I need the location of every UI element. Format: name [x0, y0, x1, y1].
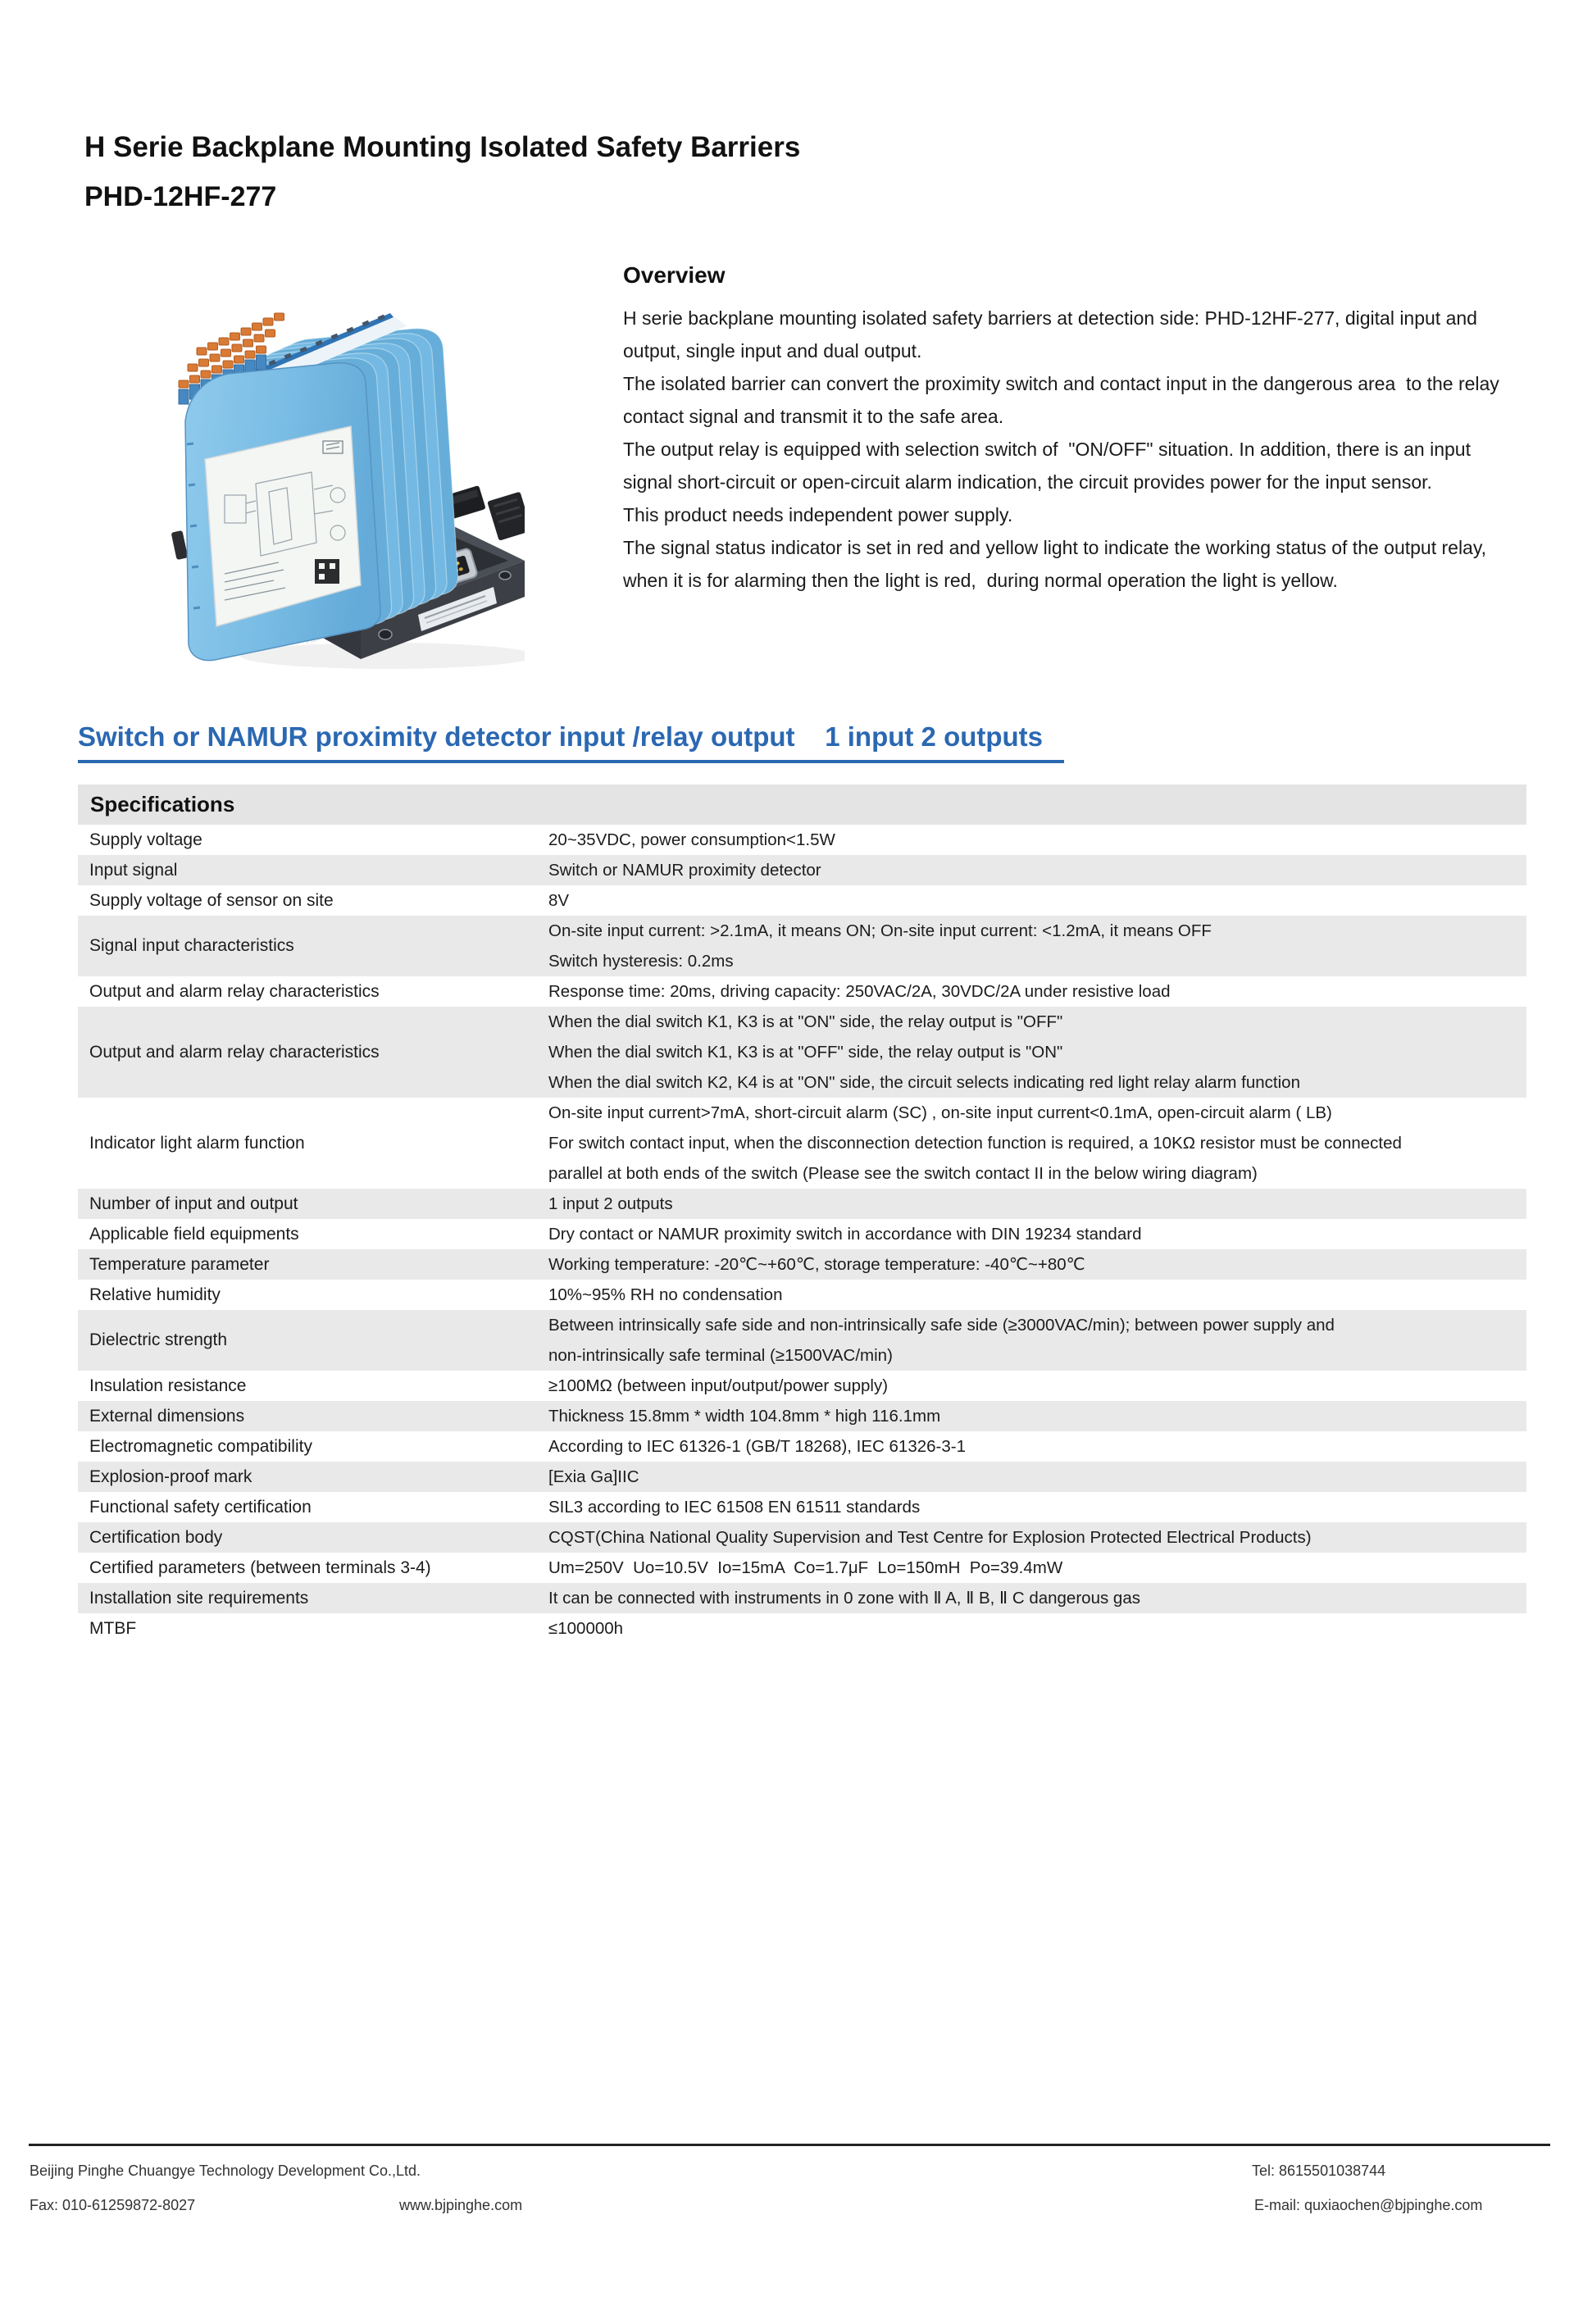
- overview-paragraph: The output relay is equipped with selection switch of "ON/OFF" situation. In addition, there is an input signal short-circuit or open-circuit alarm indication, the circuit provides power for the input sensor.: [623, 439, 1476, 493]
- spec-value: [548, 1492, 1526, 1522]
- spec-value: [548, 1007, 1526, 1098]
- terminal-clamp: [223, 361, 233, 368]
- overview-heading: Overview: [623, 262, 726, 288]
- spec-label: Certification body: [89, 1527, 223, 1547]
- spec-row: [78, 1431, 1526, 1462]
- overview-paragraph: The signal status indicator is set in red and yellow light to indicate the working status of the output relay, when it is for alarming then the light is red, during normal operation the light is yellow.: [623, 537, 1492, 591]
- spec-value-line: 1 input 2 outputs: [548, 1194, 673, 1213]
- spec-value: [548, 825, 1526, 855]
- spec-row: [78, 1371, 1526, 1401]
- spec-value-line: Dry contact or NAMUR proximity switch in accordance with DIN 19234 standard: [548, 1225, 1142, 1244]
- spec-row: [78, 1401, 1526, 1431]
- spec-value-line: Um=250V Uo=10.5V Io=15mA Co=1.7μF Lo=150mH Po=39.4mW: [548, 1558, 1063, 1577]
- terminal-clamp: [275, 313, 284, 321]
- overview-paragraph: The isolated barrier can convert the proximity switch and contact input in the dangerous area to the relay contact signal and transmit it to the safe area.: [623, 373, 1505, 427]
- terminal-clamp: [199, 359, 209, 366]
- spec-value-line: On-site input current: >2.1mA, it means ON; On-site input current: <1.2mA, it means OFF: [548, 921, 1212, 940]
- spec-label: MTBF: [89, 1618, 137, 1638]
- spec-value-line: [Exia Ga]IIC: [548, 1467, 639, 1486]
- spec-value-line: For switch contact input, when the disconnection detection function is required, a 10KΩ resistor must be connected: [548, 1134, 1402, 1153]
- spec-label: Signal input characteristics: [89, 936, 294, 955]
- spec-value-line: 20~35VDC, power consumption<1.5W: [548, 830, 835, 849]
- spec-row: [78, 855, 1526, 885]
- spec-value-line: 8V: [548, 891, 570, 910]
- spec-label: Certified parameters (between terminals 3-4): [89, 1558, 431, 1577]
- terminal-clamp: [263, 318, 273, 325]
- spec-row: [78, 1007, 1526, 1098]
- page-title: H Serie Backplane Mounting Isolated Safety Barriers: [84, 131, 801, 163]
- spec-value-line: Switch hysteresis: 0.2ms: [548, 952, 734, 971]
- spec-value: [548, 1522, 1526, 1553]
- spec-label: External dimensions: [89, 1406, 245, 1426]
- spec-value-line: ≤100000h: [548, 1619, 624, 1638]
- spec-value-line: When the dial switch K1, K3 is at "ON" side, the relay output is "OFF": [548, 1012, 1063, 1031]
- spec-value-line: Response time: 20ms, driving capacity: 250VAC/2A, 30VDC/2A under resistive load: [548, 982, 1171, 1001]
- spec-row: [78, 1522, 1526, 1553]
- overview-paragraph: This product needs independent power supply.: [623, 504, 1013, 525]
- terminal-clamp: [266, 330, 275, 337]
- spec-value-line: Working temperature: -20℃~+60℃, storage temperature: -40℃~+80℃: [548, 1255, 1085, 1274]
- spec-value-line: ≥100MΩ (between input/output/power supply): [548, 1376, 889, 1395]
- spec-label: Installation site requirements: [89, 1588, 309, 1608]
- spec-value: [548, 1310, 1526, 1371]
- terminal-clamp: [201, 371, 211, 378]
- spec-value: [548, 855, 1526, 885]
- spec-row: [78, 1280, 1526, 1310]
- spec-label: Relative humidity: [89, 1285, 221, 1304]
- specifications-table: [78, 785, 1526, 1644]
- terminal-clamp: [257, 346, 266, 353]
- spec-value-line: SIL3 according to IEC 61508 EN 61511 standards: [548, 1498, 921, 1517]
- spec-value-line: 10%~95% RH no condensation: [548, 1285, 783, 1304]
- spec-label: Input signal: [89, 860, 178, 880]
- terminal-clamp: [212, 366, 222, 373]
- spec-row: [78, 825, 1526, 855]
- spec-value: [548, 1613, 1526, 1644]
- terminal-clamp: [188, 364, 198, 371]
- spec-row: [78, 1462, 1526, 1492]
- terminal-clamp: [221, 349, 231, 357]
- spec-value: [548, 1098, 1526, 1189]
- footer-email: E-mail: quxiaochen@bjpinghe.com: [1254, 2197, 1483, 2213]
- spec-row: [78, 1310, 1526, 1371]
- spec-value: [548, 1189, 1526, 1219]
- spec-label: Applicable field equipments: [89, 1224, 299, 1244]
- terminal-clamp: [197, 348, 207, 355]
- spec-value: [548, 1219, 1526, 1249]
- spec-value: [548, 1462, 1526, 1492]
- spec-row: [78, 1249, 1526, 1280]
- terminal-clamp: [243, 339, 253, 347]
- spec-label: Output and alarm relay characteristics: [89, 981, 380, 1001]
- spec-row: [78, 1553, 1526, 1583]
- terminal-clamp: [245, 351, 255, 358]
- spec-value-line: Switch or NAMUR proximity detector: [548, 861, 821, 880]
- spec-label: Output and alarm relay characteristics: [89, 1042, 380, 1062]
- spec-value-line: parallel at both ends of the switch (Please see the switch contact II in the below wiring diagram): [548, 1164, 1258, 1183]
- spec-value: [548, 1553, 1526, 1583]
- overview-paragraphs: [623, 302, 1518, 597]
- spec-row: [78, 1583, 1526, 1613]
- terminal-clamp: [234, 356, 244, 363]
- spec-value-line: According to IEC 61326-1 (GB/T 18268), IEC 61326-3-1: [548, 1437, 966, 1456]
- spec-value: [548, 1583, 1526, 1613]
- spec-rows: [78, 825, 1526, 1644]
- spec-label: Electromagnetic compatibility: [89, 1436, 312, 1456]
- spec-label: Functional safety certification: [89, 1497, 312, 1517]
- specifications-header: Specifications: [78, 785, 1526, 825]
- front-module: [185, 363, 380, 661]
- terminal-clamp: [230, 333, 240, 340]
- spec-row: [78, 976, 1526, 1007]
- terminal-block: [257, 355, 266, 370]
- spec-value-line: It can be connected with instruments in 0 zone with Ⅱ A, Ⅱ B, Ⅱ C dangerous gas: [548, 1589, 1140, 1608]
- spec-label: Indicator light alarm function: [89, 1133, 305, 1153]
- spec-row: [78, 1613, 1526, 1644]
- spec-row: [78, 1219, 1526, 1249]
- spec-value: [548, 1371, 1526, 1401]
- terminal-clamp: [190, 375, 200, 383]
- spec-label: Supply voltage of sensor on site: [89, 890, 334, 910]
- footer-tel: Tel: 8615501038744: [1252, 2163, 1386, 2179]
- footer-divider: [29, 2144, 1550, 2146]
- footer-website: www.bjpinghe.com: [399, 2197, 523, 2213]
- spec-value-line: When the dial switch K2, K4 is at "ON" side, the circuit selects indicating red light relay alarm function: [548, 1073, 1300, 1092]
- product-model-title: PHD-12HF-277: [84, 181, 277, 212]
- spec-row: [78, 916, 1526, 976]
- product-photo: [146, 289, 525, 680]
- terminal-clamp: [179, 380, 189, 388]
- spec-label: Number of input and output: [89, 1194, 298, 1213]
- spec-value-line: On-site input current>7mA, short-circuit alarm (SC) , on-site input current<0.1mA, open-circuit alarm ( LB): [548, 1103, 1332, 1122]
- spec-value-line: Thickness 15.8mm * width 104.8mm * high 116.1mm: [548, 1407, 941, 1426]
- spec-label: Insulation resistance: [89, 1376, 247, 1395]
- spec-value: [548, 1249, 1526, 1280]
- spec-value: [548, 1280, 1526, 1310]
- spec-label: Temperature parameter: [89, 1254, 270, 1274]
- terminal-clamp: [232, 344, 242, 352]
- spec-value-line: CQST(China National Quality Supervision and Test Centre for Explosion Protected Electrical Products): [548, 1528, 1312, 1547]
- footer-fax: Fax: 010-61259872-8027: [30, 2197, 196, 2213]
- product-photo-illustration: [146, 289, 525, 680]
- terminal-clamp: [208, 343, 218, 350]
- overview-paragraph: H serie backplane mounting isolated safety barriers at detection side: PHD-12HF-277, digital input and output, single input and dual output.: [623, 307, 1483, 362]
- terminal-block: [179, 389, 189, 404]
- spec-label: Dielectric strength: [89, 1330, 228, 1349]
- spec-row: [78, 1098, 1526, 1189]
- spec-value: [548, 976, 1526, 1007]
- spec-row: [78, 885, 1526, 916]
- spec-label: Explosion-proof mark: [89, 1467, 252, 1486]
- overview-section: [623, 262, 1518, 597]
- terminal-clamp: [241, 328, 251, 335]
- terminal-clamp: [219, 338, 229, 345]
- spec-value: [548, 1431, 1526, 1462]
- terminal-clamp: [254, 334, 264, 342]
- spec-value: [548, 885, 1526, 916]
- spec-label: Supply voltage: [89, 830, 202, 849]
- terminal-clamp: [252, 323, 262, 330]
- spec-row: [78, 1189, 1526, 1219]
- spec-value-line: When the dial switch K1, K3 is at "OFF" side, the relay output is "ON": [548, 1043, 1063, 1062]
- section-heading: Switch or NAMUR proximity detector input /relay output 1 input 2 outputs: [78, 721, 1064, 763]
- spec-value: [548, 1401, 1526, 1431]
- terminal-clamp: [210, 354, 220, 362]
- footer-company: Beijing Pinghe Chuangye Technology Development Co.,Ltd.: [30, 2163, 421, 2179]
- spec-value: [548, 916, 1526, 976]
- spec-value-line: non-intrinsically safe terminal (≥1500VAC/min): [548, 1346, 893, 1365]
- spec-row: [78, 1492, 1526, 1522]
- spec-value-line: Between intrinsically safe side and non-intrinsically safe side (≥3000VAC/min); between power supply and: [548, 1316, 1335, 1335]
